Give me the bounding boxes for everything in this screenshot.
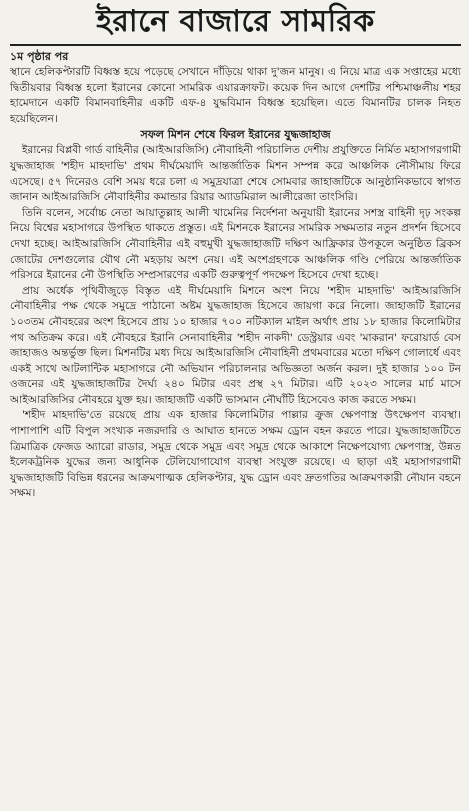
article-paragraph: প্রায় অর্ধেক পৃথিবীজুড়ে বিস্তৃত এই দীর্ঘমেয়াদি মিশনে অংশ নিয়ে 'শহীদ মাহদাভি' আইআরজিসি নৌবাহিনীর পক্ষ থেকে সমুদ্রে পাঠানো অষ্টম যুদ্ধজাহাজ হিসেবে জায়গা করে নিলো। জাহাজটি ইরানের ১০৩তম নৌবহরের অংশ হিসেবে প্রায় ১০ হাজার ৭০০ নটিক্যাল মাইল অর্থাৎ প্রায় ১৮ হাজার কিলোমিটার পথ অতিক্রম করে। এই নৌবহরে ইরানি সেনাবাহিনীর 'শহীদ নাকদী' ডেস্ট্রয়ার এবং 'মাকরান' ফরোয়ার্ড বেস জাহাজও অন্তর্ভুক্ত ছিল। মিশনটির মধ্য দিয়ে আইআরজিসি নৌবাহিনী প্রথমবারের মতো দক্ষিণ গোলার্ধে এবং একই সাথে আটলান্টিক মহাসাগরে নৌ অভিযান পরিচালনার অভিজ্ঞতা অর্জন করল। দুই হাজার ১০০ টন ওজনের এই যুদ্ধজাহাজটির দৈর্ঘ্য ২৪০ মিটার এবং প্রস্থ ২৭ মিটার। এটি ২০২৩ সালের মার্চ মাসে আইআরজিসির নৌবহরে যুক্ত হয়। জাহাজটি একটি ভাসমান নৌঘাঁটি হিসেবেও কাজ করতে সক্ষম। — [10, 284, 461, 406]
continued-from-label: ১ম পৃষ্ঠার পর — [10, 50, 69, 63]
subheading: সফল মিশন শেষে ফিরল ইরানের যুদ্ধজাহাজ — [140, 128, 331, 142]
headline: ইরানে বাজারে সামরিক — [96, 4, 375, 39]
article-paragraph: ইরানের বিপ্লবী গার্ড বাহিনীর (আইআরজিসি) নৌবাহিনী পরিচালিত দেশীয় প্রযুক্তিতে নির্মিত মহাসাগরগামী যুদ্ধজাহাজ 'শহীদ মাহদাভি' প্রথম দীর্ঘমেয়াদি আন্তর্জাতিক মিশন সম্পন্ন করে আঞ্চলিক নৌসীমায় ফিরে এসেছে। ৫৭ দিনেরও বেশি সময় ধরে চলা এ সমুদ্রযাত্রা শেষে সোমবার জাহাজটিকে আনুষ্ঠানিকভাবে স্বাগত জানান আইআরজিসি নৌবাহিনীর কমান্ডার রিয়ার অ্যাডমিরাল আলীরেজা তাংসিরি। — [10, 144, 461, 204]
article-paragraph: তিনি বলেন, সর্বোচ্চ নেতা আয়াতুল্লাহ আলী খামেনির নির্দেশনা অনুযায়ী ইরানের সশস্ত্র বাহিনী দৃঢ় সংকল্প নিয়ে বিশ্বের মহাসাগরে উপস্থিত থাকতে প্রস্তুত। এই মিশনকে ইরানের সামরিক সক্ষমতার নতুন প্রদর্শন হিসেবে দেখা হচ্ছে। আইআরজিসি নৌবাহিনীর এই বহুমুখী যুদ্ধজাহাজটি দক্ষিণ আফ্রিকার উপকূলে অনুষ্ঠিত ব্রিকস জোটের দেশগুলোর যৌথ নৌ মহড়ায় অংশ নেয়। এই অংশগ্রহণকে আঞ্চলিক গণ্ডি পেরিয়ে আন্তর্জাতিক পরিসরে ইরানের নৌ উপস্থিতি সম্প্রসারণের একটি গুরুত্বপূর্ণ পদক্ষেপ হিসেবে দেখা হচ্ছে। — [10, 206, 461, 282]
headline-divider — [10, 44, 461, 46]
article-paragraph: 'শহীদ মাহদাভি'তে রয়েছে প্রায় এক হাজার কিলোমিটার পাল্লার ক্রুজ ক্ষেপণাস্ত্র উৎক্ষেপণ ব্যবস্থা। পাশাপাশি এটি বিপুল সংখ্যক নজরদারি ও আঘাত হানতে সক্ষম ড্রোন বহন করতে পারে। যুদ্ধজাহাজটিতে ত্রিমাত্রিক ফেজড অ্যারো রাডার, সমুদ্র থেকে সমুদ্র এবং সমুদ্র থেকে আকাশে নিক্ষেপযোগ্য ক্ষেপণাস্ত্র, উন্নত ইলেকট্রনিক যুদ্ধের জন্য আধুনিক টেলিযোগাযোগ ব্যবস্থা সংযুক্ত রয়েছে। এ ছাড়া এই মহাসাগরগামী যুদ্ধজাহাজটি বিভিন্ন ধরনের আক্রমণাত্মক হেলিকপ্টার, যুদ্ধ ড্রোন এবং দ্রুতগতির আক্রমণকারী নৌযান বহনে সক্ষম। — [10, 409, 461, 500]
article-paragraph: স্থানে হেলিকপ্টারটি বিধ্বস্ত হয়ে পড়েছে সেখানে দাঁড়িয়ে থাকা দু'জন মানুষ। এ নিয়ে মাত্র এক সপ্তাহের মধ্যে দ্বিতীয়বার বিধ্বস্ত হলো ইরানের কোনো সামরিক এয়ারক্রাফট। কয়েক দিন আগে দেশটির পশ্চিমাঞ্চলীয় শহর হামেদানে একটি বিমানবাহিনীর একটি এফ-৪ যুদ্ধবিমান বিধ্বস্ত হয়েছিল। এতে বিমানটির চালক নিহত হয়েছিলেন। — [10, 66, 461, 125]
